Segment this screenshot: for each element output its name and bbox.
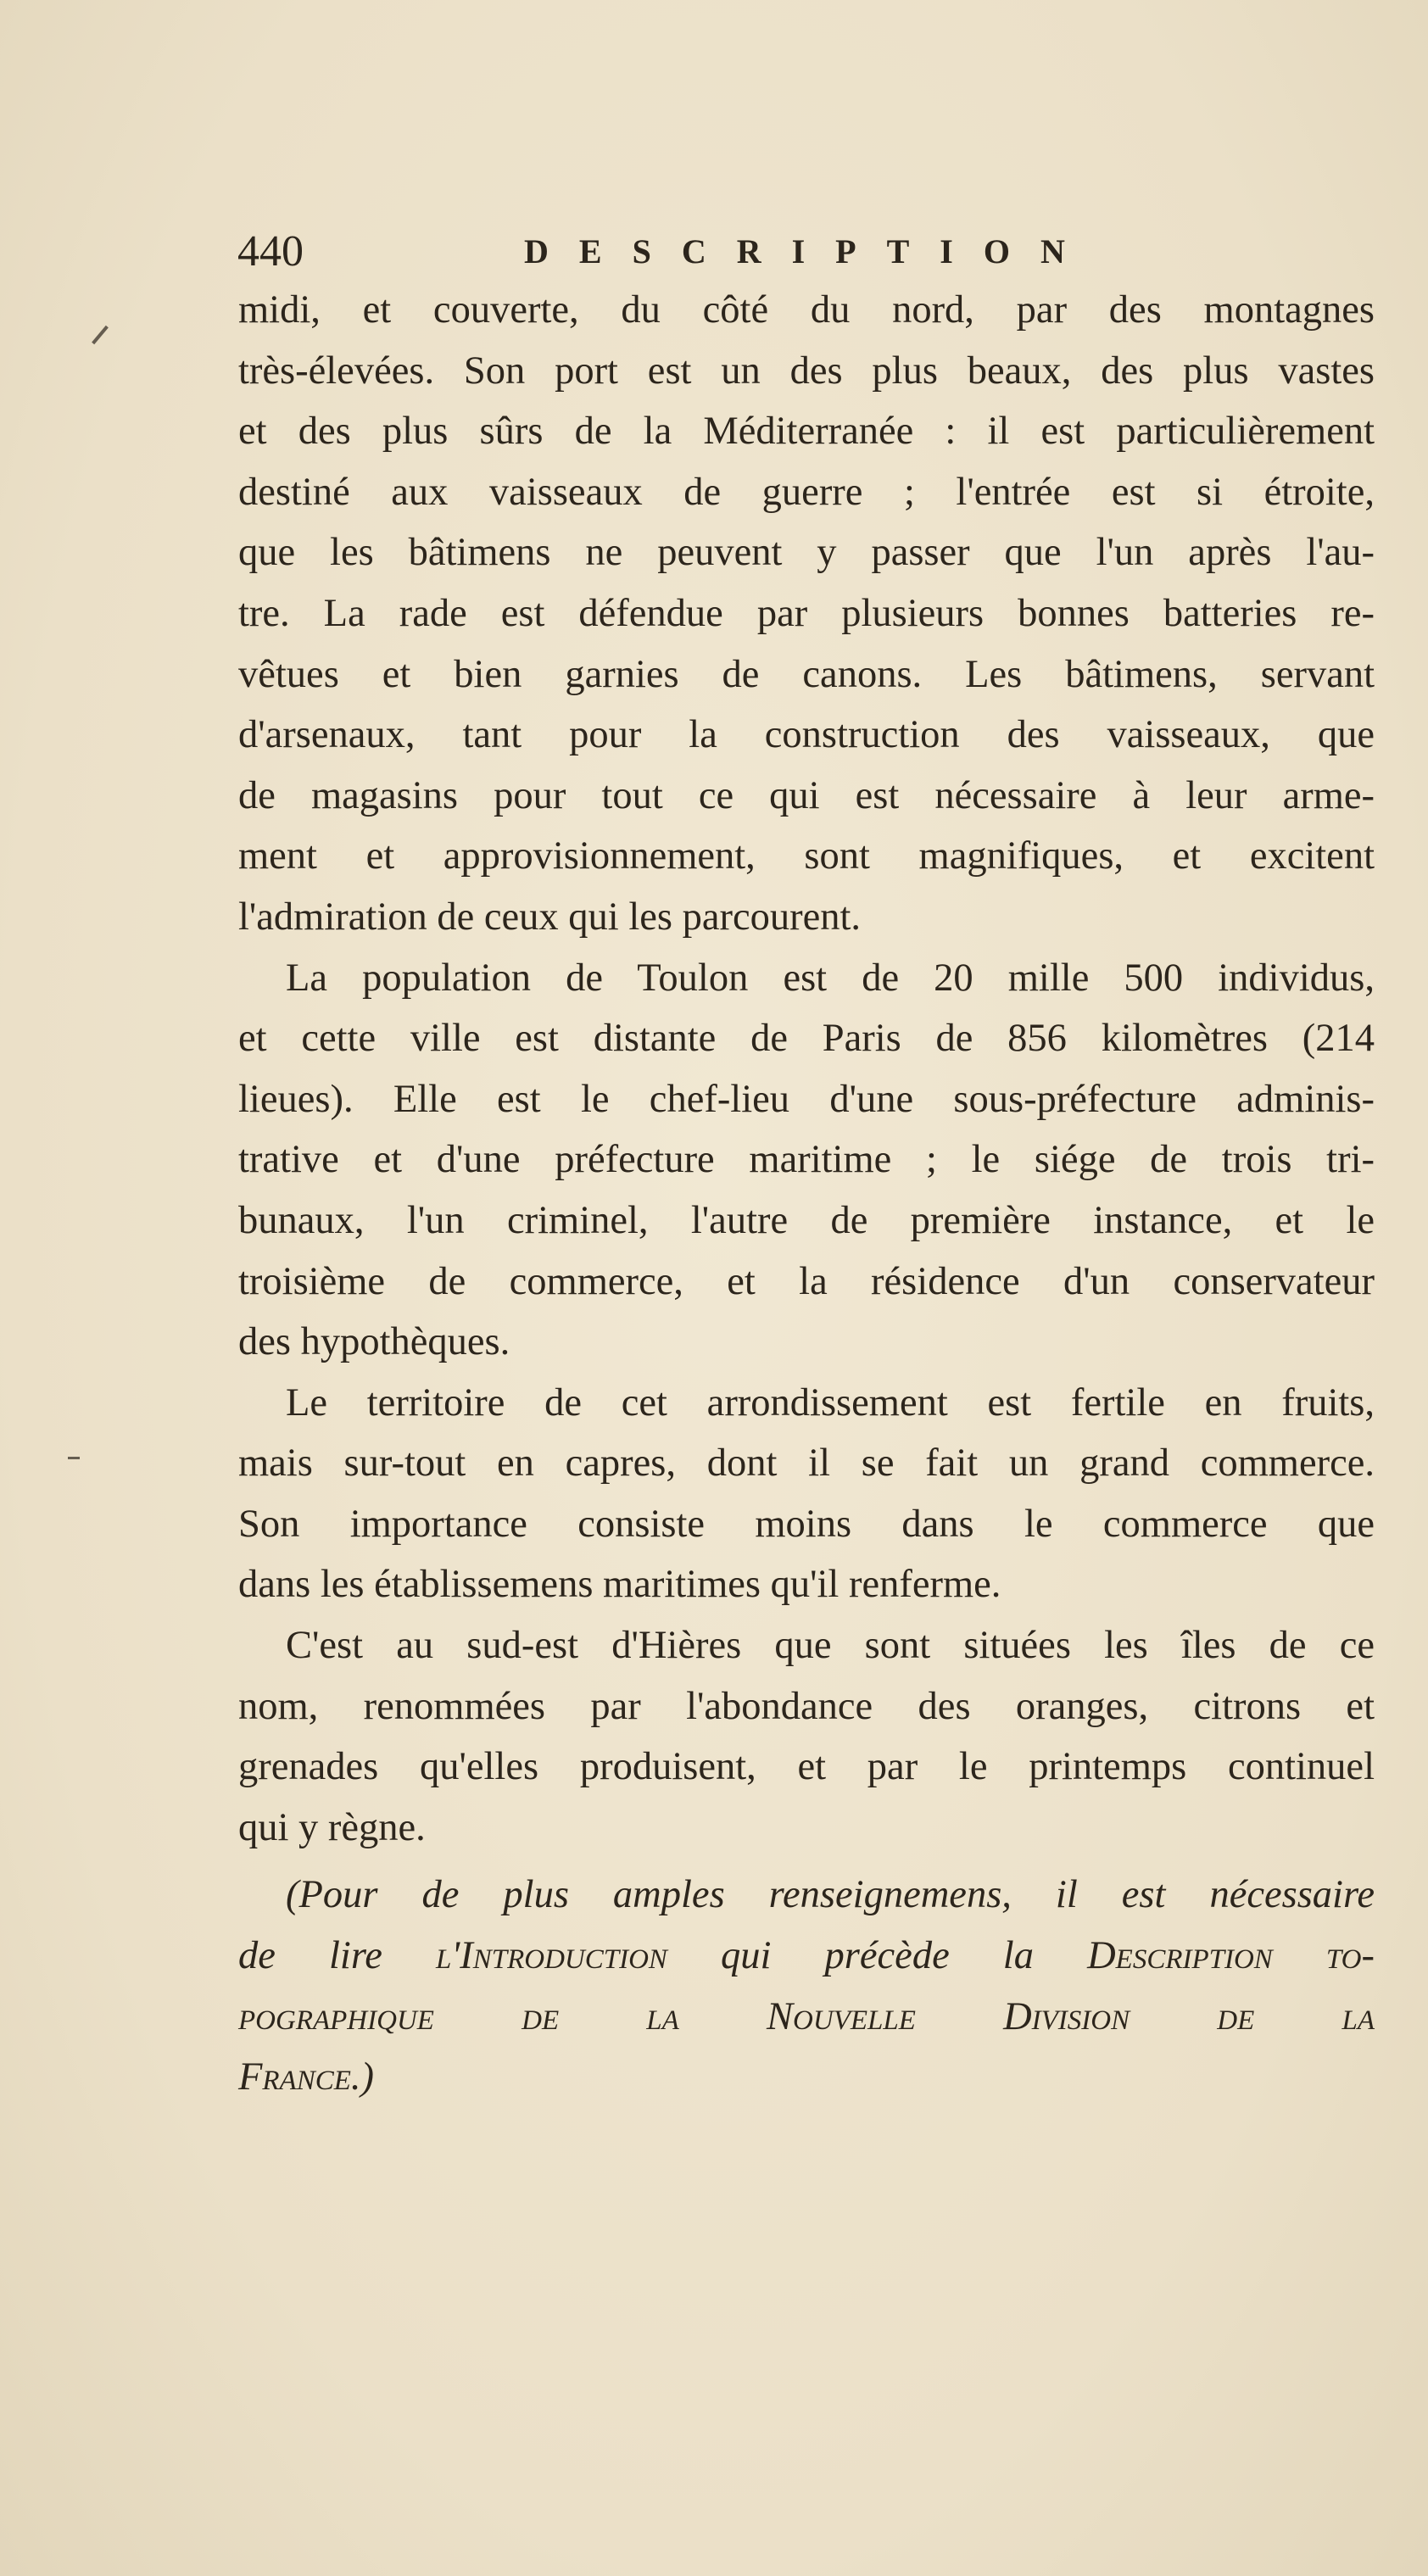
text-line: d'arsenaux, tant pour la construction des vaisseaux, que	[238, 713, 1375, 757]
text-line: très-élevées. Son port est un des plus beaux, des plus vastes	[238, 348, 1375, 393]
text-line: dans les établissemens maritimes qu'il renferme.	[238, 1563, 1001, 1607]
text-line: vêtues et bien garnies de canons. Les bâtimens, servant	[238, 652, 1375, 696]
note-line: (Pour de plus amples renseignemens, il est nécessaire	[286, 1873, 1375, 1917]
text-line: midi, et couverte, du côté du nord, par des montagnes	[238, 288, 1375, 332]
text-line: lieues). Elle est le chef-lieu d'une sous-préfecture adminis-	[238, 1077, 1375, 1121]
note-line: pographique de la Nouvelle Division de la	[238, 1994, 1375, 2038]
note-title: Description to-	[1087, 1934, 1375, 1978]
margin-mark	[68, 1457, 80, 1459]
page-number: 440	[237, 227, 304, 276]
text-line: et des plus sûrs de la Méditerranée : il est particulièrement	[238, 410, 1375, 454]
paragraph-2	[238, 948, 1375, 1373]
text-line: nom, renommées par l'abondance des oranges, citrons et	[238, 1684, 1375, 1728]
text-line: Son importance consiste moins dans le commerce que	[238, 1502, 1375, 1546]
margin-mark	[92, 326, 109, 344]
text-line: destiné aux vaisseaux de guerre ; l'entrée est si étroite,	[238, 470, 1375, 514]
note-paragraph	[238, 1865, 1375, 2107]
page-header	[227, 222, 1381, 282]
text-line: mais sur-tout en capres, dont il se fait un grand commerce.	[238, 1441, 1375, 1486]
text-line: bunaux, l'un criminel, l'autre de première instance, et le	[238, 1198, 1375, 1242]
text-line: qui y règne.	[238, 1805, 426, 1849]
text-line: grenades qu'elles produisent, et par le printemps continuel	[238, 1745, 1375, 1789]
paragraph-3	[238, 1373, 1375, 1615]
note-line	[238, 1926, 1375, 1987]
text-line: La population de Toulon est de 20 mille 500 individus,	[286, 956, 1375, 1000]
text-line: des hypothèques.	[238, 1320, 510, 1364]
text-line: et cette ville est distante de Paris de 856 kilomètres (214	[238, 1017, 1375, 1061]
text-line: troisième de commerce, et la résidence d'un conservateur	[238, 1259, 1375, 1303]
note-text: qui précède la	[667, 1934, 1088, 1978]
paragraph-1	[238, 280, 1375, 948]
note-title: l'Introduction	[435, 1934, 667, 1978]
body-text	[238, 280, 1375, 2108]
text-line: Le territoire de cet arrondissement est fertile en fruits,	[286, 1380, 1375, 1425]
note-text: de lire	[238, 1934, 436, 1978]
text-line: de magasins pour tout ce qui est nécessaire à leur arme-	[238, 773, 1375, 817]
running-head: DESCRIPTION	[524, 232, 1096, 270]
text-line: l'admiration de ceux qui les parcourent.	[238, 895, 862, 939]
text-line: que les bâtimens ne peuvent y passer que l'un après l'au-	[238, 531, 1375, 575]
text-line: trative et d'une préfecture maritime ; le siége de trois tri-	[238, 1138, 1375, 1182]
text-line: ment et approvisionnement, sont magnifiques, et excitent	[238, 834, 1375, 878]
text-line: tre. La rade est défendue par plusieurs bonnes batteries re-	[238, 591, 1375, 635]
spacer	[238, 1858, 1375, 1865]
text-line: C'est au sud-est d'Hières que sont situées les îles de ce	[286, 1624, 1375, 1668]
paragraph-4	[238, 1615, 1375, 1858]
note-line: France.)	[238, 2055, 375, 2099]
